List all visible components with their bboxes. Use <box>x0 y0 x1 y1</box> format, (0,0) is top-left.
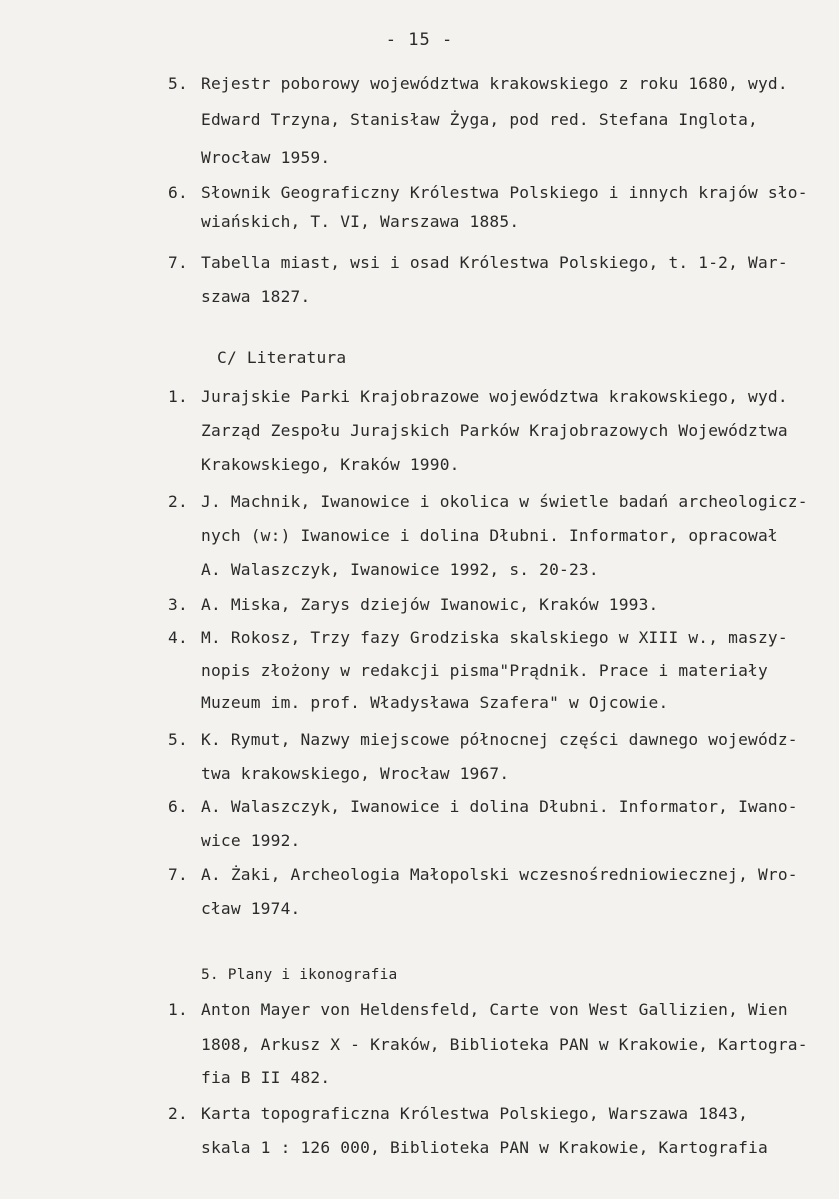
list-item-line: Jurajskie Parki Krajobrazowe województwa krakowskiego, wyd. <box>201 387 788 406</box>
list-item-line: wiańskich, T. VI, Warszawa 1885. <box>201 212 520 231</box>
list-item-line: Anton Mayer von Heldensfeld, Carte von West Gallizien, Wien <box>201 1000 788 1019</box>
list-item-number: 6. <box>168 183 188 202</box>
list-item-line: 1808, Arkusz X - Kraków, Biblioteka PAN w Krakowie, Kartogra- <box>201 1035 808 1054</box>
literature-heading: C/ Literatura <box>217 348 347 367</box>
list-item-line: A. Walaszczyk, Iwanowice i dolina Dłubni. Informator, Iwano- <box>201 797 798 816</box>
list-item-line: szawa 1827. <box>201 287 311 306</box>
list-item-line: A. Walaszczyk, Iwanowice 1992, s. 20-23. <box>201 560 599 579</box>
list-item-line: M. Rokosz, Trzy fazy Grodziska skalskiego w XIII w., maszy- <box>201 628 788 647</box>
list-item-number: 6. <box>168 797 188 816</box>
list-item-line: Słownik Geograficzny Królestwa Polskiego i innych krajów sło- <box>201 183 808 202</box>
list-item-line: Edward Trzyna, Stanisław Żyga, pod red. Stefana Inglota, <box>201 110 758 129</box>
list-item-line: Karta topograficzna Królestwa Polskiego, Warszawa 1843, <box>201 1104 749 1123</box>
list-item-line: Krakowskiego, Kraków 1990. <box>201 455 460 474</box>
list-item-line: A. Miska, Zarys dziejów Iwanowic, Kraków 1993. <box>201 595 659 614</box>
list-item-line: Zarząd Zespołu Jurajskich Parków Krajobrazowych Województwa <box>201 421 788 440</box>
list-item-number: 7. <box>168 865 188 884</box>
list-item-number: 2. <box>168 492 188 511</box>
list-item-number: 1. <box>168 387 188 406</box>
list-item-line: nopis złożony w redakcji pisma"Prądnik. Prace i materiały <box>201 661 768 680</box>
list-item-line: twa krakowskiego, Wrocław 1967. <box>201 764 510 783</box>
list-item-number: 2. <box>168 1104 188 1123</box>
list-item-line: K. Rymut, Nazwy miejscowe północnej części dawnego wojewódz- <box>201 730 798 749</box>
list-item-number: 3. <box>168 595 188 614</box>
list-item-number: 4. <box>168 628 188 647</box>
list-item-number: 7. <box>168 253 188 272</box>
page-number: - 15 - <box>385 30 454 50</box>
list-item-line: Rejestr poborowy województwa krakowskiego z roku 1680, wyd. <box>201 74 788 93</box>
list-item-line: Tabella miast, wsi i osad Królestwa Polskiego, t. 1-2, War- <box>201 253 788 272</box>
list-item-line: wice 1992. <box>201 831 301 850</box>
list-item-line: A. Żaki, Archeologia Małopolski wczesnośredniowiecznej, Wro- <box>201 865 798 884</box>
maps-heading: 5. Plany i ikonografia <box>201 967 398 983</box>
list-item-line: Muzeum im. prof. Władysława Szafera" w Ojcowie. <box>201 693 669 712</box>
list-item-line: J. Machnik, Iwanowice i okolica w świetle badań archeologicz- <box>201 492 808 511</box>
list-item-line: Wrocław 1959. <box>201 148 331 167</box>
list-item-line: skala 1 : 126 000, Biblioteka PAN w Krakowie, Kartografia <box>201 1138 768 1157</box>
list-item-number: 5. <box>168 730 188 749</box>
list-item-line: nych (w:) Iwanowice i dolina Dłubni. Informator, opracował <box>201 526 778 545</box>
list-item-line: fia B II 482. <box>201 1068 331 1087</box>
list-item-line: cław 1974. <box>201 899 301 918</box>
list-item-number: 1. <box>168 1000 188 1019</box>
list-item-number: 5. <box>168 74 188 93</box>
